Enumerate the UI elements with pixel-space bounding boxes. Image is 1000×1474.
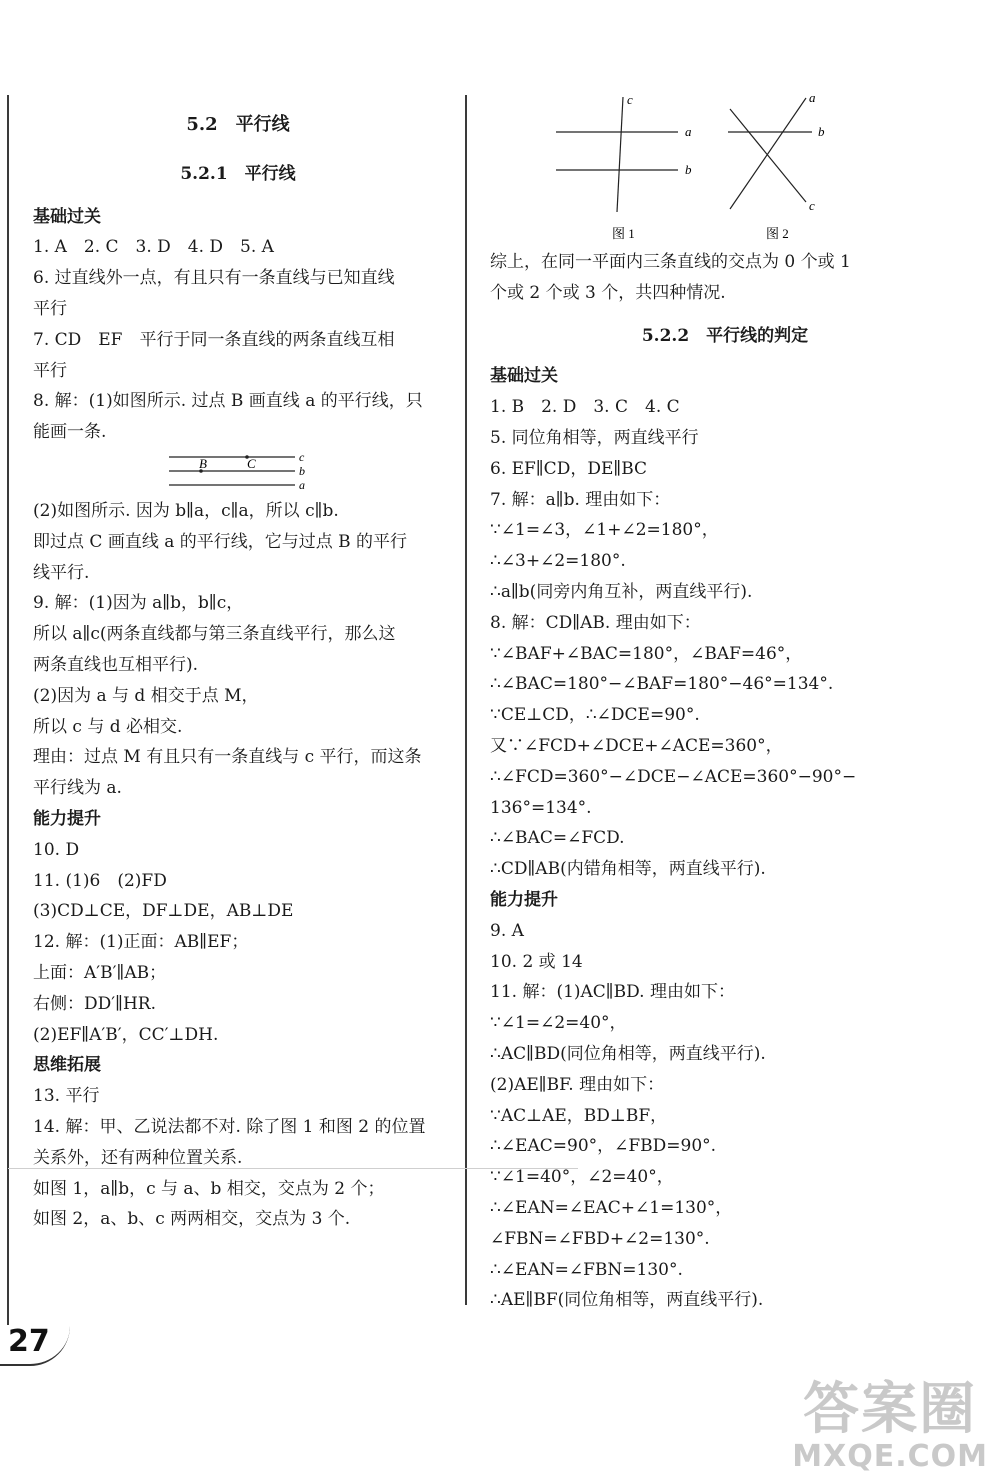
answer-line: (2)EF∥A′B′，CC′⊥DH. [33, 1024, 219, 1045]
fig1-label-a: a [685, 124, 692, 139]
fig2-label-a: a [809, 92, 816, 105]
answer-line: ∵∠1=∠2=40°， [490, 1013, 627, 1034]
fig1-caption: 图 1 [612, 226, 635, 241]
answer-line: ∴AE∥BF(同位角相等，两直线平行). [490, 1290, 764, 1311]
answer-line: 10. D [33, 839, 80, 860]
answer-line: 平行线为 a. [33, 778, 122, 799]
label-C: C [247, 455, 256, 471]
answer-line: 136°=134°. [490, 797, 592, 818]
label-b: b [299, 463, 305, 478]
answer-line: ∴∠FCD=360°−∠DCE−∠ACE=360°−90°− [490, 766, 857, 787]
fig2-caption: 图 2 [766, 226, 789, 241]
answer-line: 7. 解：a∥b. 理由如下： [490, 489, 671, 510]
answer-line: ∴∠EAN=∠EAC+∠1=130°， [490, 1197, 733, 1218]
answer-line: 个或 2 个或 3 个，共四种情况. [490, 282, 726, 303]
answer-line: ∵AC⊥AE，BD⊥BF， [490, 1105, 668, 1126]
answer-line: ∵CE⊥CD，∴∠DCE=90°. [490, 705, 700, 726]
section-title: 5.2 平行线 [186, 114, 290, 135]
answer-line: 所以 a∥c(两条直线都与第三条直线平行，那么这 [33, 624, 396, 645]
answer-line: 关系外，还有两种位置关系. [33, 1147, 243, 1168]
fig1-label-b: b [685, 162, 692, 177]
left-margin-rule [7, 95, 9, 1325]
answer-line: 6. 过直线外一点，有且只有一条直线与已知直线 [33, 268, 395, 289]
page-number-tab [0, 1318, 70, 1366]
answer-line: 14. 解：甲、乙说法都不对. 除了图 1 和图 2 的位置 [33, 1116, 426, 1137]
answer-line: ∠FBN=∠FBD+∠2=130°. [490, 1228, 710, 1249]
answer-line: ∴AC∥BD(同位角相等，两直线平行). [490, 1043, 766, 1064]
answer-line: 5. 同位角相等，两直线平行 [490, 427, 699, 448]
answer-line: 理由：过点 M 有且只有一条直线与 c 平行，而这条 [33, 747, 422, 768]
figures-1-and-2 [490, 92, 960, 247]
heading-basic: 基础过关 [33, 206, 101, 227]
heading-ability: 能力提升 [490, 889, 558, 910]
label-B: B [199, 455, 207, 471]
answer-line: 两条直线也互相平行). [33, 654, 199, 675]
answer-line: 如图 2，a、b、c 两两相交，交点为 3 个. [33, 1209, 351, 1230]
right-column [490, 92, 960, 1316]
column-divider [465, 95, 467, 1305]
answer-line: 9. A [490, 920, 524, 941]
answer-line: ∴∠BAC=180°−∠BAF=180°−46°=134°. [490, 674, 834, 695]
answer-line: 1. A 2. C 3. D 4. D 5. A [33, 237, 274, 258]
fig1-label-c: c [627, 92, 633, 107]
answer-line: 能画一条. [33, 422, 107, 443]
answer-line: 平行 [33, 298, 67, 319]
answer-line: 右侧：DD′∥HR. [33, 993, 157, 1014]
subsection-title: 5.2.1 平行线 [180, 163, 296, 184]
answer-line: 10. 2 或 14 [490, 951, 583, 972]
subsection-title: 5.2.2 平行线的判定 [641, 325, 809, 346]
parallel-lines-figure [33, 448, 443, 496]
answer-line: 上面：A′B′∥AB； [33, 962, 167, 983]
answer-line: ∵∠1=∠3，∠1+∠2=180°， [490, 520, 719, 541]
answer-line: 11. (1)6 (2)FD [33, 870, 167, 891]
answer-line: 如图 1，a∥b，c 与 a、b 相交，交点为 2 个； [33, 1178, 385, 1199]
fig2-line-a [730, 98, 806, 209]
answer-line: 又∵∠FCD+∠DCE+∠ACE=360°， [490, 735, 783, 756]
answer-line: 所以 c 与 d 必相交. [33, 716, 183, 737]
fig2-line-c [730, 109, 806, 202]
answer-line: 8. 解：(1)如图所示. 过点 B 画直线 a 的平行线，只 [33, 391, 423, 412]
answer-line: (2)如图所示. 因为 b∥a，c∥a，所以 c∥b. [33, 500, 339, 521]
fig2-label-b: b [818, 124, 825, 139]
answer-line: (2)AE∥BF. 理由如下： [490, 1074, 665, 1095]
watermark-url: MXQE.COM [792, 1439, 988, 1474]
answer-line: ∴∠3+∠2=180°. [490, 551, 626, 572]
answer-line: ∴∠BAC=∠FCD. [490, 828, 625, 849]
answer-line: ∴CD∥AB(内错角相等，两直线平行). [490, 859, 766, 880]
left-column [33, 110, 443, 1235]
answer-line: ∵∠1=40°，∠2=40°， [490, 1167, 674, 1188]
answer-line: 13. 平行 [33, 1086, 100, 1107]
answer-line: 9. 解：(1)因为 a∥b，b∥c， [33, 593, 244, 614]
answer-line: 综上，在同一平面内三条直线的交点为 0 个或 1 [490, 252, 851, 272]
heading-ability: 能力提升 [33, 808, 101, 829]
answer-line: 1. B 2. D 3. C 4. C [490, 397, 680, 418]
answer-line: 线平行. [33, 562, 90, 583]
answer-line: (3)CD⊥CE，DF⊥DE，AB⊥DE [33, 901, 294, 922]
answer-line: 即过点 C 画直线 a 的平行线，它与过点 B 的平行 [33, 531, 408, 552]
answer-line: 12. 解：(1)正面：AB∥EF； [33, 932, 249, 953]
answer-line: (2)因为 a 与 d 相交于点 M， [33, 685, 259, 706]
label-c: c [299, 449, 305, 464]
answer-line: ∴∠EAC=90°，∠FBD=90°. [490, 1136, 717, 1157]
answer-line: 平行 [33, 360, 67, 381]
watermark-logo-text: 答案圈 [803, 1377, 978, 1442]
fig1-line-c [617, 97, 623, 212]
fig2-label-c: c [809, 198, 815, 213]
answer-line: ∵∠BAF+∠BAC=180°，∠BAF=46°， [490, 643, 803, 664]
answer-line: 8. 解：CD∥AB. 理由如下： [490, 612, 701, 633]
answer-line: 7. CD EF 平行于同一条直线的两条直线互相 [33, 329, 395, 350]
watermark [792, 1377, 988, 1474]
answer-line: 11. 解：(1)AC∥BD. 理由如下： [490, 982, 735, 1003]
heading-thinking: 思维拓展 [33, 1055, 101, 1076]
heading-basic: 基础过关 [490, 366, 558, 387]
answer-line: ∴∠EAN=∠FBN=130°. [490, 1259, 683, 1280]
page-number: 27 [8, 1324, 50, 1359]
answer-line: 6. EF∥CD，DE∥BC [490, 458, 648, 479]
answer-line: ∴a∥b(同旁内角互补，两直线平行). [490, 581, 753, 602]
label-a: a [299, 477, 305, 492]
